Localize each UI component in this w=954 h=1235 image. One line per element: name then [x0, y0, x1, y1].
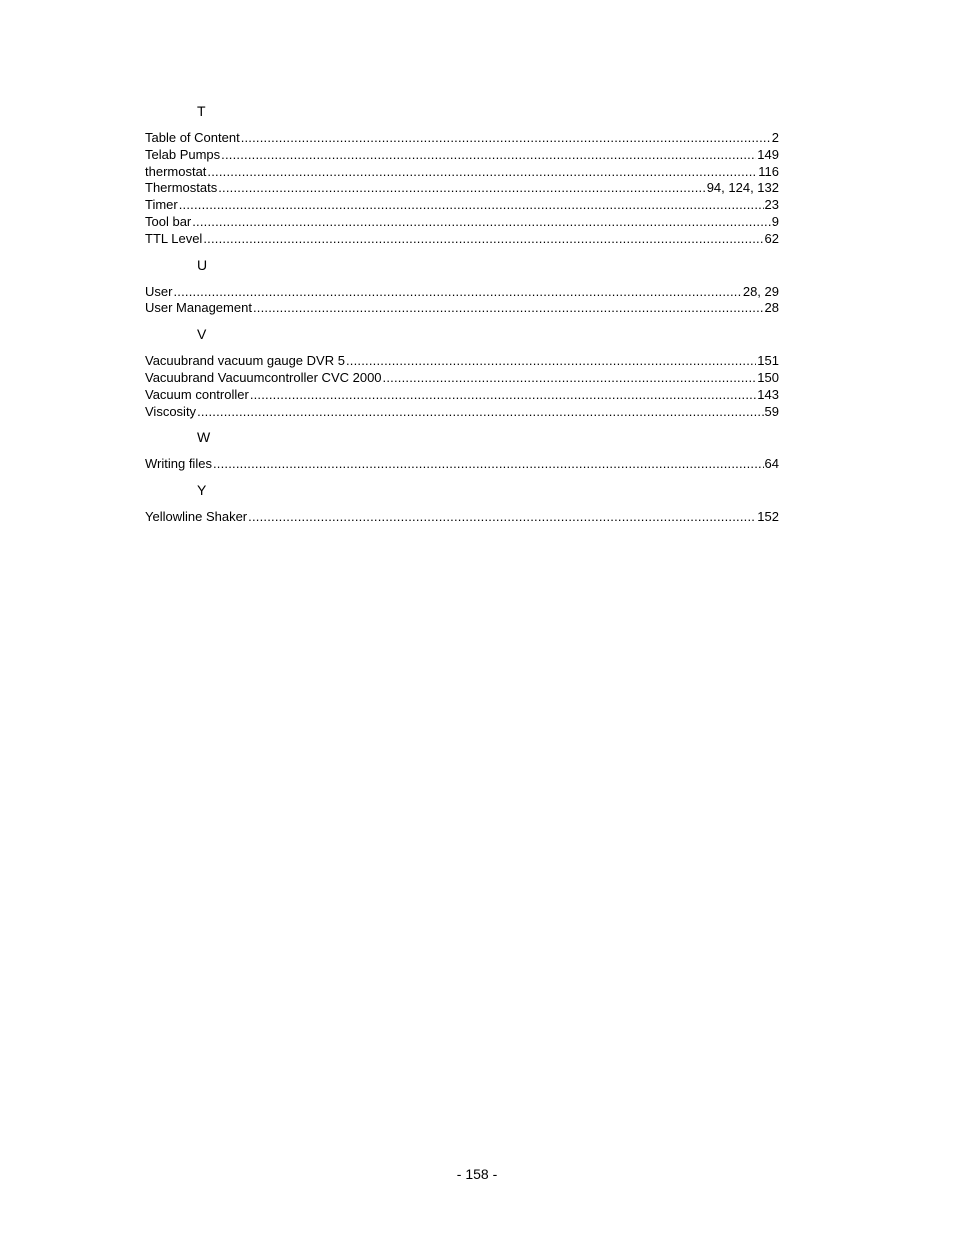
entry-pages: 64 — [764, 456, 779, 472]
index-entry — [145, 231, 779, 248]
entry-pages: 28 — [764, 300, 779, 316]
index-entry — [145, 387, 779, 404]
dot-leader — [221, 147, 756, 164]
entry-term: Tool bar — [145, 213, 192, 229]
section-letter: Y — [197, 482, 207, 499]
entry-pages: 9 — [771, 213, 779, 229]
dot-leader — [250, 387, 756, 404]
entry-term: Thermostats — [145, 180, 218, 196]
section-letter: T — [197, 103, 206, 119]
index-entry — [145, 353, 779, 370]
entry-pages: 116 — [758, 163, 779, 179]
entry-term: Table of Content — [145, 130, 240, 145]
dot-leader — [192, 214, 771, 231]
dot-leader — [197, 404, 763, 421]
section-entries — [145, 353, 779, 420]
dot-leader — [203, 231, 763, 248]
entry-term: thermostat — [145, 163, 207, 179]
dot-leader — [213, 456, 764, 473]
entry-term: Timer — [145, 197, 178, 213]
entry-term: Viscosity — [145, 403, 197, 419]
entry-pages: 59 — [764, 403, 779, 419]
entry-pages: 94, 124, 132 — [706, 180, 779, 196]
entry-pages: 149 — [757, 146, 779, 162]
dot-leader — [179, 197, 764, 214]
index-entry — [145, 404, 779, 421]
entry-pages: 150 — [757, 369, 779, 385]
entry-pages: 151 — [757, 353, 779, 369]
index-entry — [145, 300, 779, 317]
index-section-w — [145, 428, 779, 473]
index-entry — [145, 147, 779, 164]
dot-leader — [383, 370, 757, 387]
index-entry — [145, 180, 779, 197]
dot-leader — [207, 164, 757, 181]
entry-term: Yellowline Shaker — [145, 509, 248, 525]
dot-leader — [241, 130, 771, 147]
index-entry — [145, 214, 779, 231]
entry-term: Vacuum controller — [145, 386, 249, 402]
dot-leader — [218, 180, 705, 197]
dot-leader — [253, 300, 764, 317]
section-entries — [145, 284, 779, 318]
entry-pages: 2 — [771, 130, 779, 145]
index-section-y — [145, 481, 779, 526]
index-entry — [145, 509, 779, 526]
entry-pages: 23 — [764, 197, 779, 213]
section-entries — [145, 130, 779, 248]
entry-term: TTL Level — [145, 230, 203, 246]
entry-pages: 28, 29 — [742, 283, 779, 299]
section-entries — [145, 456, 779, 473]
index-entry — [145, 197, 779, 214]
index-section-u — [145, 256, 779, 318]
dot-leader — [346, 353, 756, 370]
entry-pages: 152 — [757, 509, 779, 525]
index-section-t — [145, 102, 779, 248]
page-number: - 158 - — [456, 1166, 498, 1182]
entry-pages: 143 — [757, 386, 779, 402]
dot-leader — [173, 284, 741, 301]
index-entry — [145, 284, 779, 301]
dot-leader — [248, 509, 756, 526]
index-entry — [145, 456, 779, 473]
section-letter: V — [197, 326, 207, 343]
index-section-v — [145, 325, 779, 420]
section-entries — [145, 509, 779, 526]
section-letter: U — [197, 256, 208, 273]
section-letter: W — [197, 429, 211, 446]
index-entry — [145, 164, 779, 181]
entry-term: User Management — [145, 300, 252, 316]
index-entry — [145, 130, 779, 147]
entry-pages: 62 — [764, 230, 779, 246]
entry-term: Writing files — [145, 456, 212, 472]
index-entry — [145, 370, 779, 387]
entry-term: Vacuubrand vacuum gauge DVR 5 — [145, 353, 345, 369]
index-list — [145, 102, 779, 534]
entry-term: User — [145, 283, 173, 299]
entry-term: Vacuubrand Vacuumcontroller CVC 2000 — [145, 369, 382, 385]
entry-term: Telab Pumps — [145, 146, 221, 162]
